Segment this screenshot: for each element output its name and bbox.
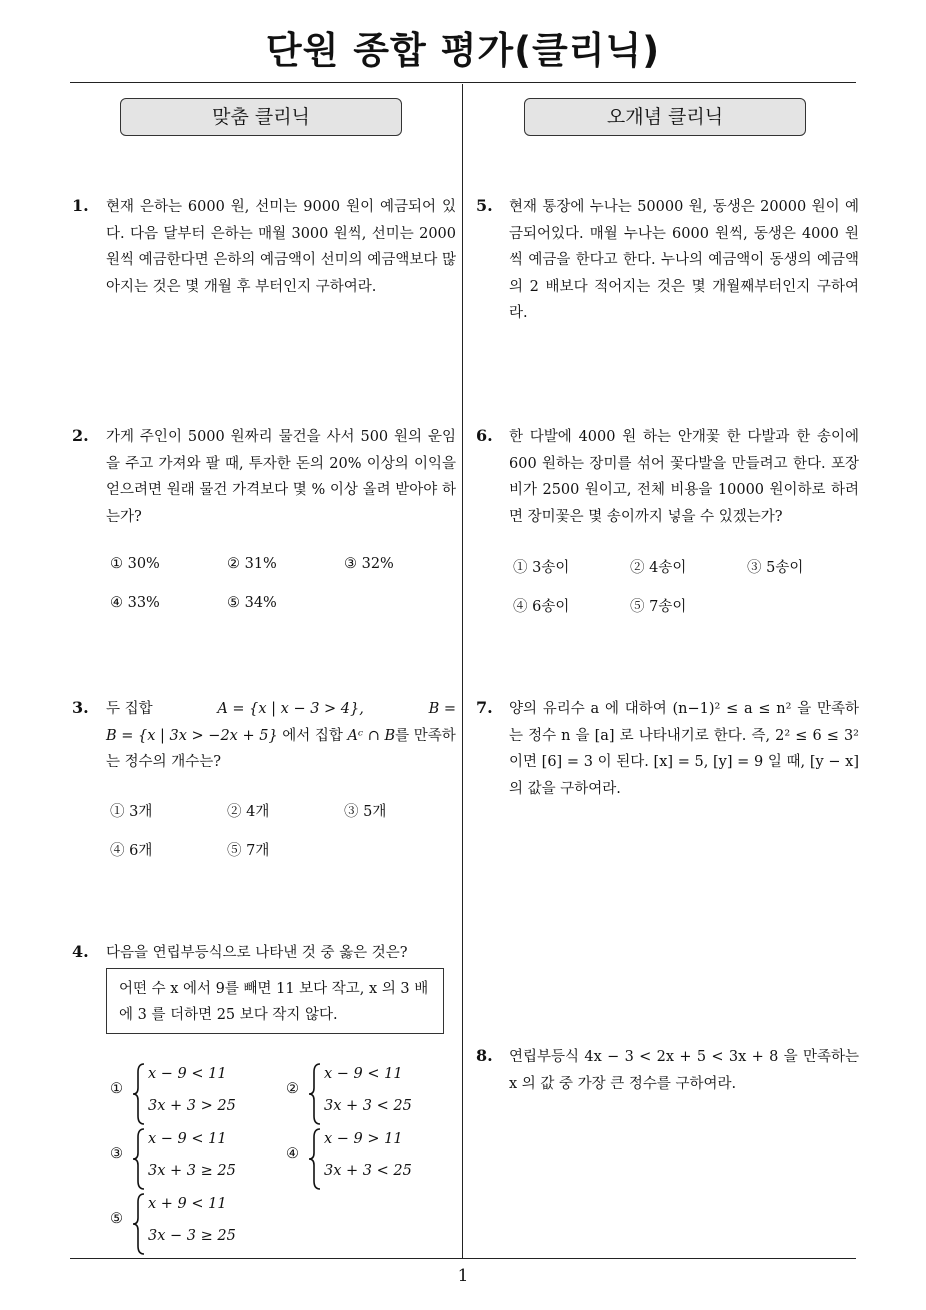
question-number: 7.	[476, 698, 493, 717]
option[interactable]: ① 3개	[110, 804, 153, 820]
left-column-header: 맞춤 클리닉	[120, 98, 402, 136]
question-5-text: 현재 통장에 누나는 50000 원, 동생은 20000 원이 예금되어있다. 매월 누나는 6000 원씩, 동생은 4000 원씩 예금을 한다고 한다. 누나의 예금액이 동생의 예금액의 2 배보다 적어지는 것은 몇 개월째부터인지 구하여라.	[509, 199, 859, 321]
question-number: 1.	[72, 196, 89, 215]
question-number: 3.	[72, 698, 89, 717]
question-3-text: 두 집합 A = {x | x − 3 > 4}, B = B = {x | 3x > −2x + 5} 에서 집합 Aᶜ ∩ B를 만족하는 정수의 개수는?	[106, 696, 456, 776]
option-system[interactable]: ③ x − 9 < 11 3x + 3 ≥ 25	[110, 1131, 260, 1187]
question-number: 8.	[476, 1046, 493, 1065]
brace-icon	[132, 1127, 146, 1191]
condition-box: 어떤 수 x 에서 9를 빼면 11 보다 작고, x 의 3 배에 3 를 더하면 25 보다 작지 않다.	[106, 968, 444, 1034]
brace-icon	[132, 1062, 146, 1126]
question-2-text: 가게 주인이 5000 원짜리 물건을 사서 500 원의 운임을 주고 가져와 팔 때, 투자한 돈의 20% 이상의 이익을 얻으려면 원래 물건 가격보다 몇 % 이상 올려 받아야 하는가?	[106, 429, 456, 525]
option[interactable]: ③ 5개	[344, 804, 387, 820]
question-4-text: 다음을 연립부등식으로 나타낸 것 중 옳은 것은?	[106, 945, 408, 961]
option[interactable]: ④ 33%	[110, 595, 160, 611]
q3-text-part: 두 집합	[106, 701, 153, 717]
question-6-text: 한 다발에 4000 원 하는 안개꽃 한 다발과 한 송이에 600 원하는 장미를 섞어 꽃다발을 만들려고 한다. 포장비가 2500 원이고, 전체 비용을 10000 원이하로 하려면 장미꽃은 몇 송이까지 넣을 수 있겠는가?	[509, 429, 859, 525]
option-system[interactable]: ① x − 9 < 11 3x + 3 > 25	[110, 1066, 260, 1122]
option[interactable]: ④ 6개	[110, 843, 153, 859]
option[interactable]: ⑤ 7송이	[630, 599, 687, 615]
question-number: 4.	[72, 942, 89, 961]
column-divider	[462, 84, 463, 1259]
question-number: 2.	[72, 426, 89, 445]
option[interactable]: ③ 32%	[344, 556, 394, 572]
question-number: 6.	[476, 426, 493, 445]
page-title: 단원 종합 평가(클리닉)	[265, 29, 661, 72]
option[interactable]: ⑤ 7개	[227, 843, 270, 859]
right-column-header: 오개념 클리닉	[524, 98, 806, 136]
option[interactable]: ⑤ 34%	[227, 595, 277, 611]
option[interactable]: ② 4개	[227, 804, 270, 820]
brace-icon	[308, 1127, 322, 1191]
option-system[interactable]: ④ x − 9 > 11 3x + 3 < 25	[286, 1131, 436, 1187]
option[interactable]: ② 4송이	[630, 560, 687, 576]
brace-icon	[308, 1062, 322, 1126]
brace-icon	[132, 1192, 146, 1256]
question-1-text: 현재 은하는 6000 원, 선미는 9000 원이 예금되어 있다. 다음 달부터 은하는 매월 3000 원씩, 선미는 2000 원씩 예금한다면 은하의 예금액이 선미의 예금액보다 많아지는 것은 몇 개월 후 부터인지 구하여라.	[106, 199, 456, 295]
question-number: 5.	[476, 196, 493, 215]
option[interactable]: ① 30%	[110, 556, 160, 572]
question-8-text: 연립부등식 4x − 3 < 2x + 5 < 3x + 8 을 만족하는 x 의 값 중 가장 큰 정수를 구하여라.	[509, 1049, 859, 1092]
q3-set-b: B = {x | 3x > −2x + 5}	[106, 727, 278, 744]
option[interactable]: ④ 6송이	[513, 599, 570, 615]
option-system[interactable]: ② x − 9 < 11 3x + 3 < 25	[286, 1066, 436, 1122]
q3-set-a: A = {x | x − 3 > 4},	[217, 701, 364, 717]
top-rule	[70, 82, 856, 83]
option[interactable]: ③ 5송이	[747, 560, 804, 576]
option-system[interactable]: ⑤ x + 9 < 11 3x − 3 ≥ 25	[110, 1196, 260, 1252]
option[interactable]: ① 3송이	[513, 560, 570, 576]
option[interactable]: ② 31%	[227, 556, 277, 572]
question-7-text: 양의 유리수 a 에 대하여 (n−1)² ≤ a ≤ n² 을 만족하는 정수 n 을 [a] 로 나타내기로 한다. 즉, 2² ≤ 6 ≤ 3² 이면 [6] = 3 이 된다. [x] = 5, [y] = 9 일 때, [y − x] 의 값을 구하여라.	[509, 701, 859, 797]
page-number: 1	[457, 1266, 469, 1286]
bottom-rule	[70, 1258, 856, 1259]
